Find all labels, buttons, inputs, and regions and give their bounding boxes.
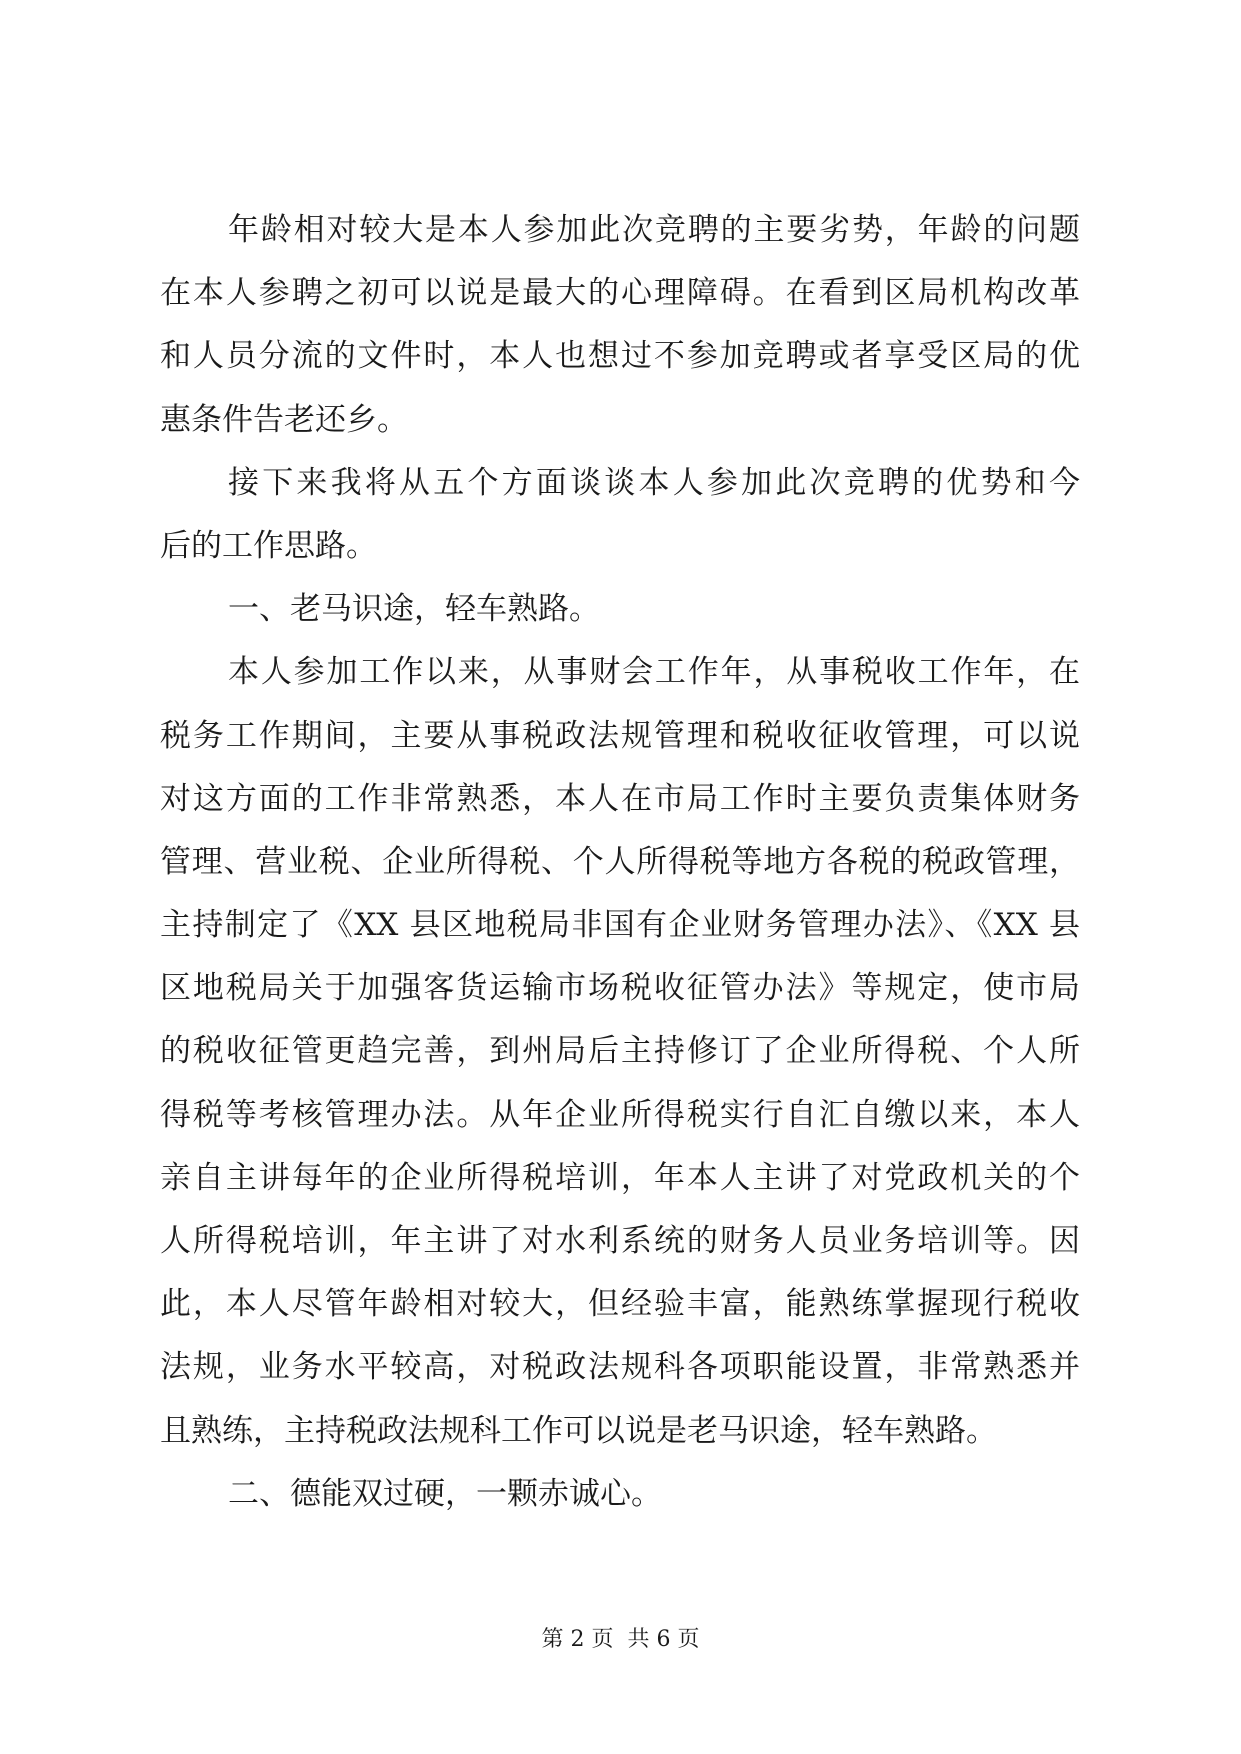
section-heading-1 bbox=[160, 591, 1080, 654]
text-line: 的税收征管更趋完善，到州局后主持修订了企业所得税、个人所 bbox=[160, 1033, 1080, 1070]
text-line: 和人员分流的文件时，本人也想过不参加竞聘或者享受区局的优 bbox=[160, 338, 1080, 375]
section-heading-2 bbox=[160, 1476, 1080, 1539]
text-line: 且熟练，主持税政法规科工作可以说是老马识途，轻车熟路。 bbox=[160, 1412, 997, 1449]
text-line: 对这方面的工作非常熟悉，本人在市局工作时主要负责集体财务 bbox=[160, 780, 1080, 817]
paragraph-age-disadvantage bbox=[160, 212, 1080, 465]
text-line: 后的工作思路。 bbox=[160, 527, 377, 564]
body-text bbox=[160, 212, 1080, 1539]
text-line: 惠条件告老还乡。 bbox=[160, 401, 408, 438]
text-line: 亲自主讲每年的企业所得税培训，年本人主讲了对党政机关的个 bbox=[160, 1159, 1080, 1196]
text-line: 税务工作期间，主要从事税政法规管理和税收征收管理，可以说 bbox=[160, 717, 1080, 754]
paragraph-intro-five-aspects bbox=[160, 465, 1080, 591]
text-line: 人所得税培训，年主讲了对水利系统的财务人员业务培训等。因 bbox=[160, 1223, 1080, 1259]
text-line: 此，本人尽管年龄相对较大，但经验丰富，能熟练掌握现行税收 bbox=[160, 1286, 1080, 1323]
paragraph-experience bbox=[160, 654, 1080, 1475]
text-line: 管理、营业税、企业所得税、个人所得税等地方各税的税政管理， bbox=[160, 843, 1080, 880]
text-line: 得税等考核管理办法。从年企业所得税实行自汇自缴以来，本人 bbox=[160, 1096, 1080, 1133]
heading-text: 一、老马识途，轻车熟路。 bbox=[228, 591, 600, 628]
text-line: 区地税局关于加强客货运输市场税收征管办法》等规定，使市局 bbox=[160, 970, 1080, 1007]
text-line: 接下来我将从五个方面谈谈本人参加此次竞聘的优势和今 bbox=[228, 464, 1080, 501]
text-line: 法规，业务水平较高，对税政法规科各项职能设置，非常熟悉并 bbox=[160, 1349, 1080, 1386]
text-line: 本人参加工作以来，从事财会工作年，从事税收工作年，在 bbox=[228, 654, 1080, 691]
heading-text: 二、德能双过硬，一颗赤诚心。 bbox=[228, 1475, 662, 1512]
text-line: 在本人参聘之初可以说是最大的心理障碍。在看到区局机构改革 bbox=[160, 275, 1080, 312]
page-number-footer: 第 2 页 共 6 页 bbox=[541, 1627, 700, 1652]
text-line: 主持制定了《XX 县区地税局非国有企业财务管理办法》、《XX 县 bbox=[160, 907, 1080, 944]
text-line: 年龄相对较大是本人参加此次竞聘的主要劣势，年龄的问题 bbox=[228, 212, 1080, 248]
